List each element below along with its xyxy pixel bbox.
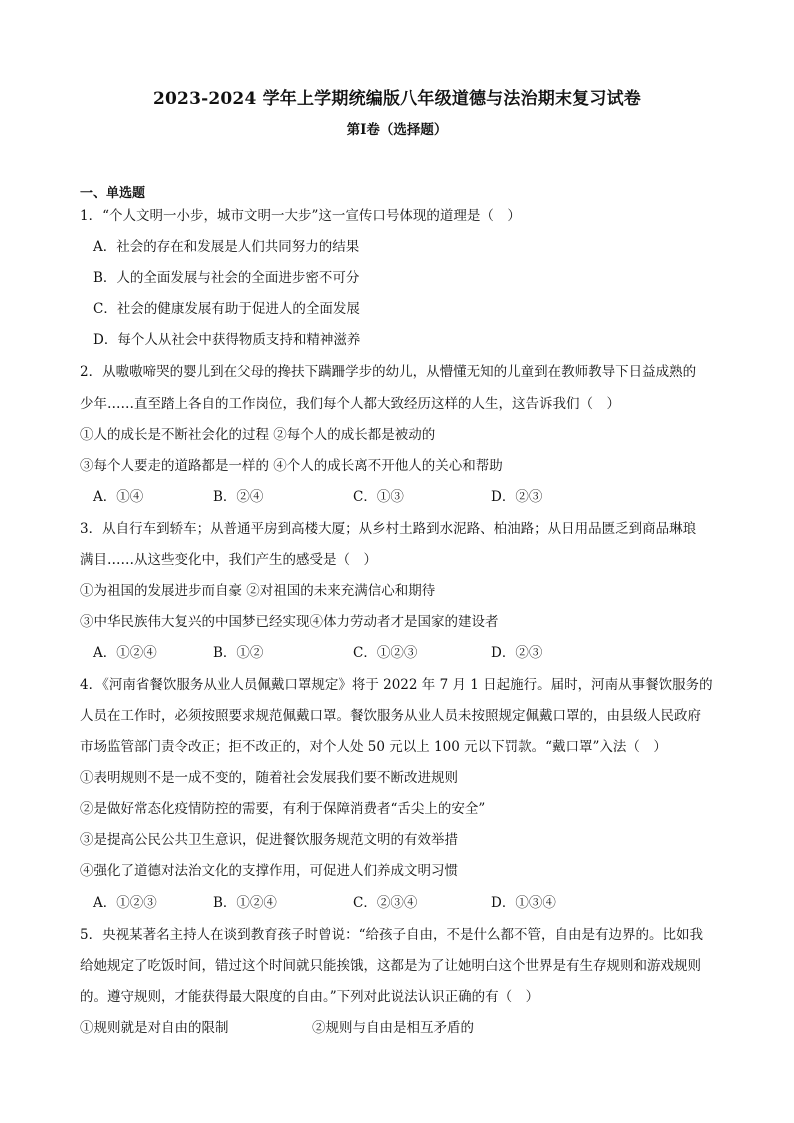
q2-stem-line-1: 2．从嗷嗷啼哭的婴儿到在父母的搀扶下蹒跚学步的幼儿，从懵懂无知的儿童到在教师教导下日益成熟的 (80, 364, 697, 380)
q5-statement-2: ②规则与自由是相互矛盾的 (312, 1020, 474, 1036)
q4-stem-line-1: 4．《河南省餐饮服务从业人员佩戴口罩规定》将于 2022 年 7 月 1 日起施行。届时，河南从事餐饮服务的 (80, 677, 713, 693)
q4-stem-line-2: 人员在工作时，必须按照要求规范佩戴口罩。餐饮服务从业人员未按照规定佩戴口罩的，由县级人民政府 (80, 708, 701, 724)
q2-stem-line-2: 少年……直至踏上各自的工作岗位，我们每个人都大致经历这样的人生，这告诉我们（ ） (80, 396, 620, 412)
exam-title: 2023-2024 学年上学期统编版八年级道德与法治期末复习试卷 (152, 89, 641, 109)
q3-option-c: C．①②③ (353, 645, 418, 661)
q4-statement-2: ②是做好常态化疫情防控的需要，有利于保障消费者“舌尖上的安全” (80, 801, 486, 817)
q3-statement-line-2: ③中华民族伟大复兴的中国梦已经实现④体力劳动者才是国家的建设者 (80, 614, 499, 630)
q1-stem: 1．“个人文明一小步，城市文明一大步”这一宣传口号体现的道理是（ ） (80, 208, 521, 224)
q2-option-d: D．②③ (491, 489, 543, 505)
q4-option-c: C．②③④ (353, 895, 418, 911)
q5-statement-1: ①规则就是对自由的限制 (80, 1020, 229, 1036)
q2-option-c: C．①③ (353, 489, 404, 505)
q4-option-d: D．①③④ (491, 895, 556, 911)
q5-stem-line-2: 给她规定了吃饭时间，错过这个时间就只能挨饿，这都是为了让她明白这个世界是有生存规则和游戏规则 (80, 958, 701, 974)
q4-option-a: A．①②③ (93, 895, 157, 911)
q5-stem-line-3: 的。遵守规则，才能获得最大限度的自由。”下列对此说法认识正确的有（ ） (80, 989, 540, 1005)
q2-statement-line-1: ①人的成长是不断社会化的过程 ②每个人的成长都是被动的 (80, 427, 436, 443)
q3-options (93, 643, 653, 663)
q1-option-b: B．人的全面发展与社会的全面进步密不可分 (93, 270, 360, 286)
q3-option-d: D．②③ (491, 645, 543, 661)
q3-stem-line-1: 3．从自行车到轿车；从普通平房到高楼大厦；从乡村土路到水泥路、柏油路；从日用品匮乏到商品琳琅 (80, 521, 697, 537)
q3-option-a: A．①②④ (93, 645, 157, 661)
section-heading: 一、单选题 (80, 186, 146, 201)
q1-option-d: D．每个人从社会中获得物质支持和精神滋养 (93, 332, 361, 348)
q1-option-a: A．社会的存在和发展是人们共同努力的结果 (93, 239, 360, 255)
q3-statement-line-1: ①为祖国的发展进步而自豪 ②对祖国的未来充满信心和期待 (80, 583, 436, 599)
q4-statement-3: ③是提高公民公共卫生意识，促进餐饮服务规范文明的有效举措 (80, 832, 458, 848)
q4-statement-1: ①表明规则不是一成不变的，随着社会发展我们要不断改进规则 (80, 770, 458, 786)
q2-options (93, 487, 653, 507)
q3-stem-line-2: 满目……从这些变化中，我们产生的感受是（ ） (80, 552, 377, 568)
q1-option-c: C．社会的健康发展有助于促进人的全面发展 (93, 301, 360, 317)
q4-option-b: B．①②④ (213, 895, 277, 911)
q4-statement-4: ④强化了道德对法治文化的支撑作用，可促进人们养成文明习惯 (80, 863, 458, 879)
q4-stem-line-3: 市场监管部门责令改正；拒不改正的，对个人处 50 元以上 100 元以下罚款。“戴口罩”入法（ ） (80, 739, 667, 755)
q2-option-b: B．②④ (213, 489, 264, 505)
q3-option-b: B．①② (213, 645, 264, 661)
q2-option-a: A．①④ (93, 489, 144, 505)
q4-options (93, 893, 653, 913)
q5-stem-line-1: 5．央视某著名主持人在谈到教育孩子时曾说：“给孩子自由，不是什么都不管，自由是有边界的。比如我 (80, 927, 703, 943)
q2-statement-line-2: ③每个人要走的道路都是一样的 ④个人的成长离不开他人的关心和帮助 (80, 458, 503, 474)
exam-subtitle: 第Ⅰ卷（选择题） (346, 122, 448, 138)
